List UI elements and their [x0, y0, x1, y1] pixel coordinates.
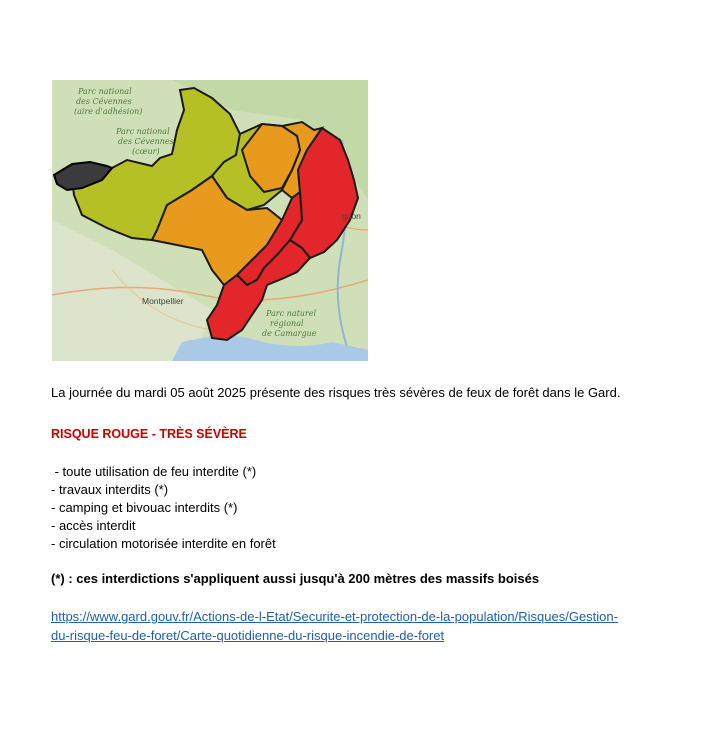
map-label: Parc national: [116, 127, 170, 136]
map-label: Parc naturel: [266, 309, 317, 318]
restriction-item: - travaux interdits (*): [51, 482, 169, 497]
restriction-item: - accès interdit: [51, 518, 136, 533]
restrictions-list: [51, 463, 276, 553]
map-label: des Cévennes: [76, 97, 132, 106]
map-label: régional: [270, 319, 304, 328]
restriction-item: - camping et bivouac interdits (*): [51, 500, 238, 515]
map-label-city: gnon: [342, 211, 361, 221]
map-label: (aire d'adhésion): [74, 107, 143, 116]
restriction-item: - circulation motorisée interdite en forêt: [51, 536, 276, 551]
risk-title: RISQUE ROUGE - TRÈS SÉVÈRE: [51, 427, 247, 441]
map-label: des Cévennes: [118, 137, 174, 146]
fire-risk-map: [52, 80, 368, 361]
note-text: (*) : ces interdictions s'appliquent aussi jusqu'à 200 mètres des massifs boisés: [51, 571, 540, 586]
map-label: (cœur): [132, 147, 160, 156]
map-label: de Camargue: [262, 329, 317, 338]
restriction-item: - toute utilisation de feu interdite (*): [51, 464, 257, 479]
map-label: Parc national: [78, 87, 132, 96]
intro-text: La journée du mardi 05 août 2025 présente des risques très sévères de feux de forêt dans le Gard.: [51, 385, 621, 400]
reference-link[interactable]: [51, 607, 671, 645]
reference-link-line2[interactable]: du-risque-feu-de-foret/Carte-quotidienne-du-risque-incendie-de-foret: [51, 628, 445, 643]
map-label-city: Montpellier: [142, 296, 184, 306]
fire-risk-map-svg: [52, 80, 368, 361]
reference-link-line1[interactable]: https://www.gard.gouv.fr/Actions-de-l-Etat/Securite-et-protection-de-la-population/Risques/Gestion-: [51, 609, 618, 624]
